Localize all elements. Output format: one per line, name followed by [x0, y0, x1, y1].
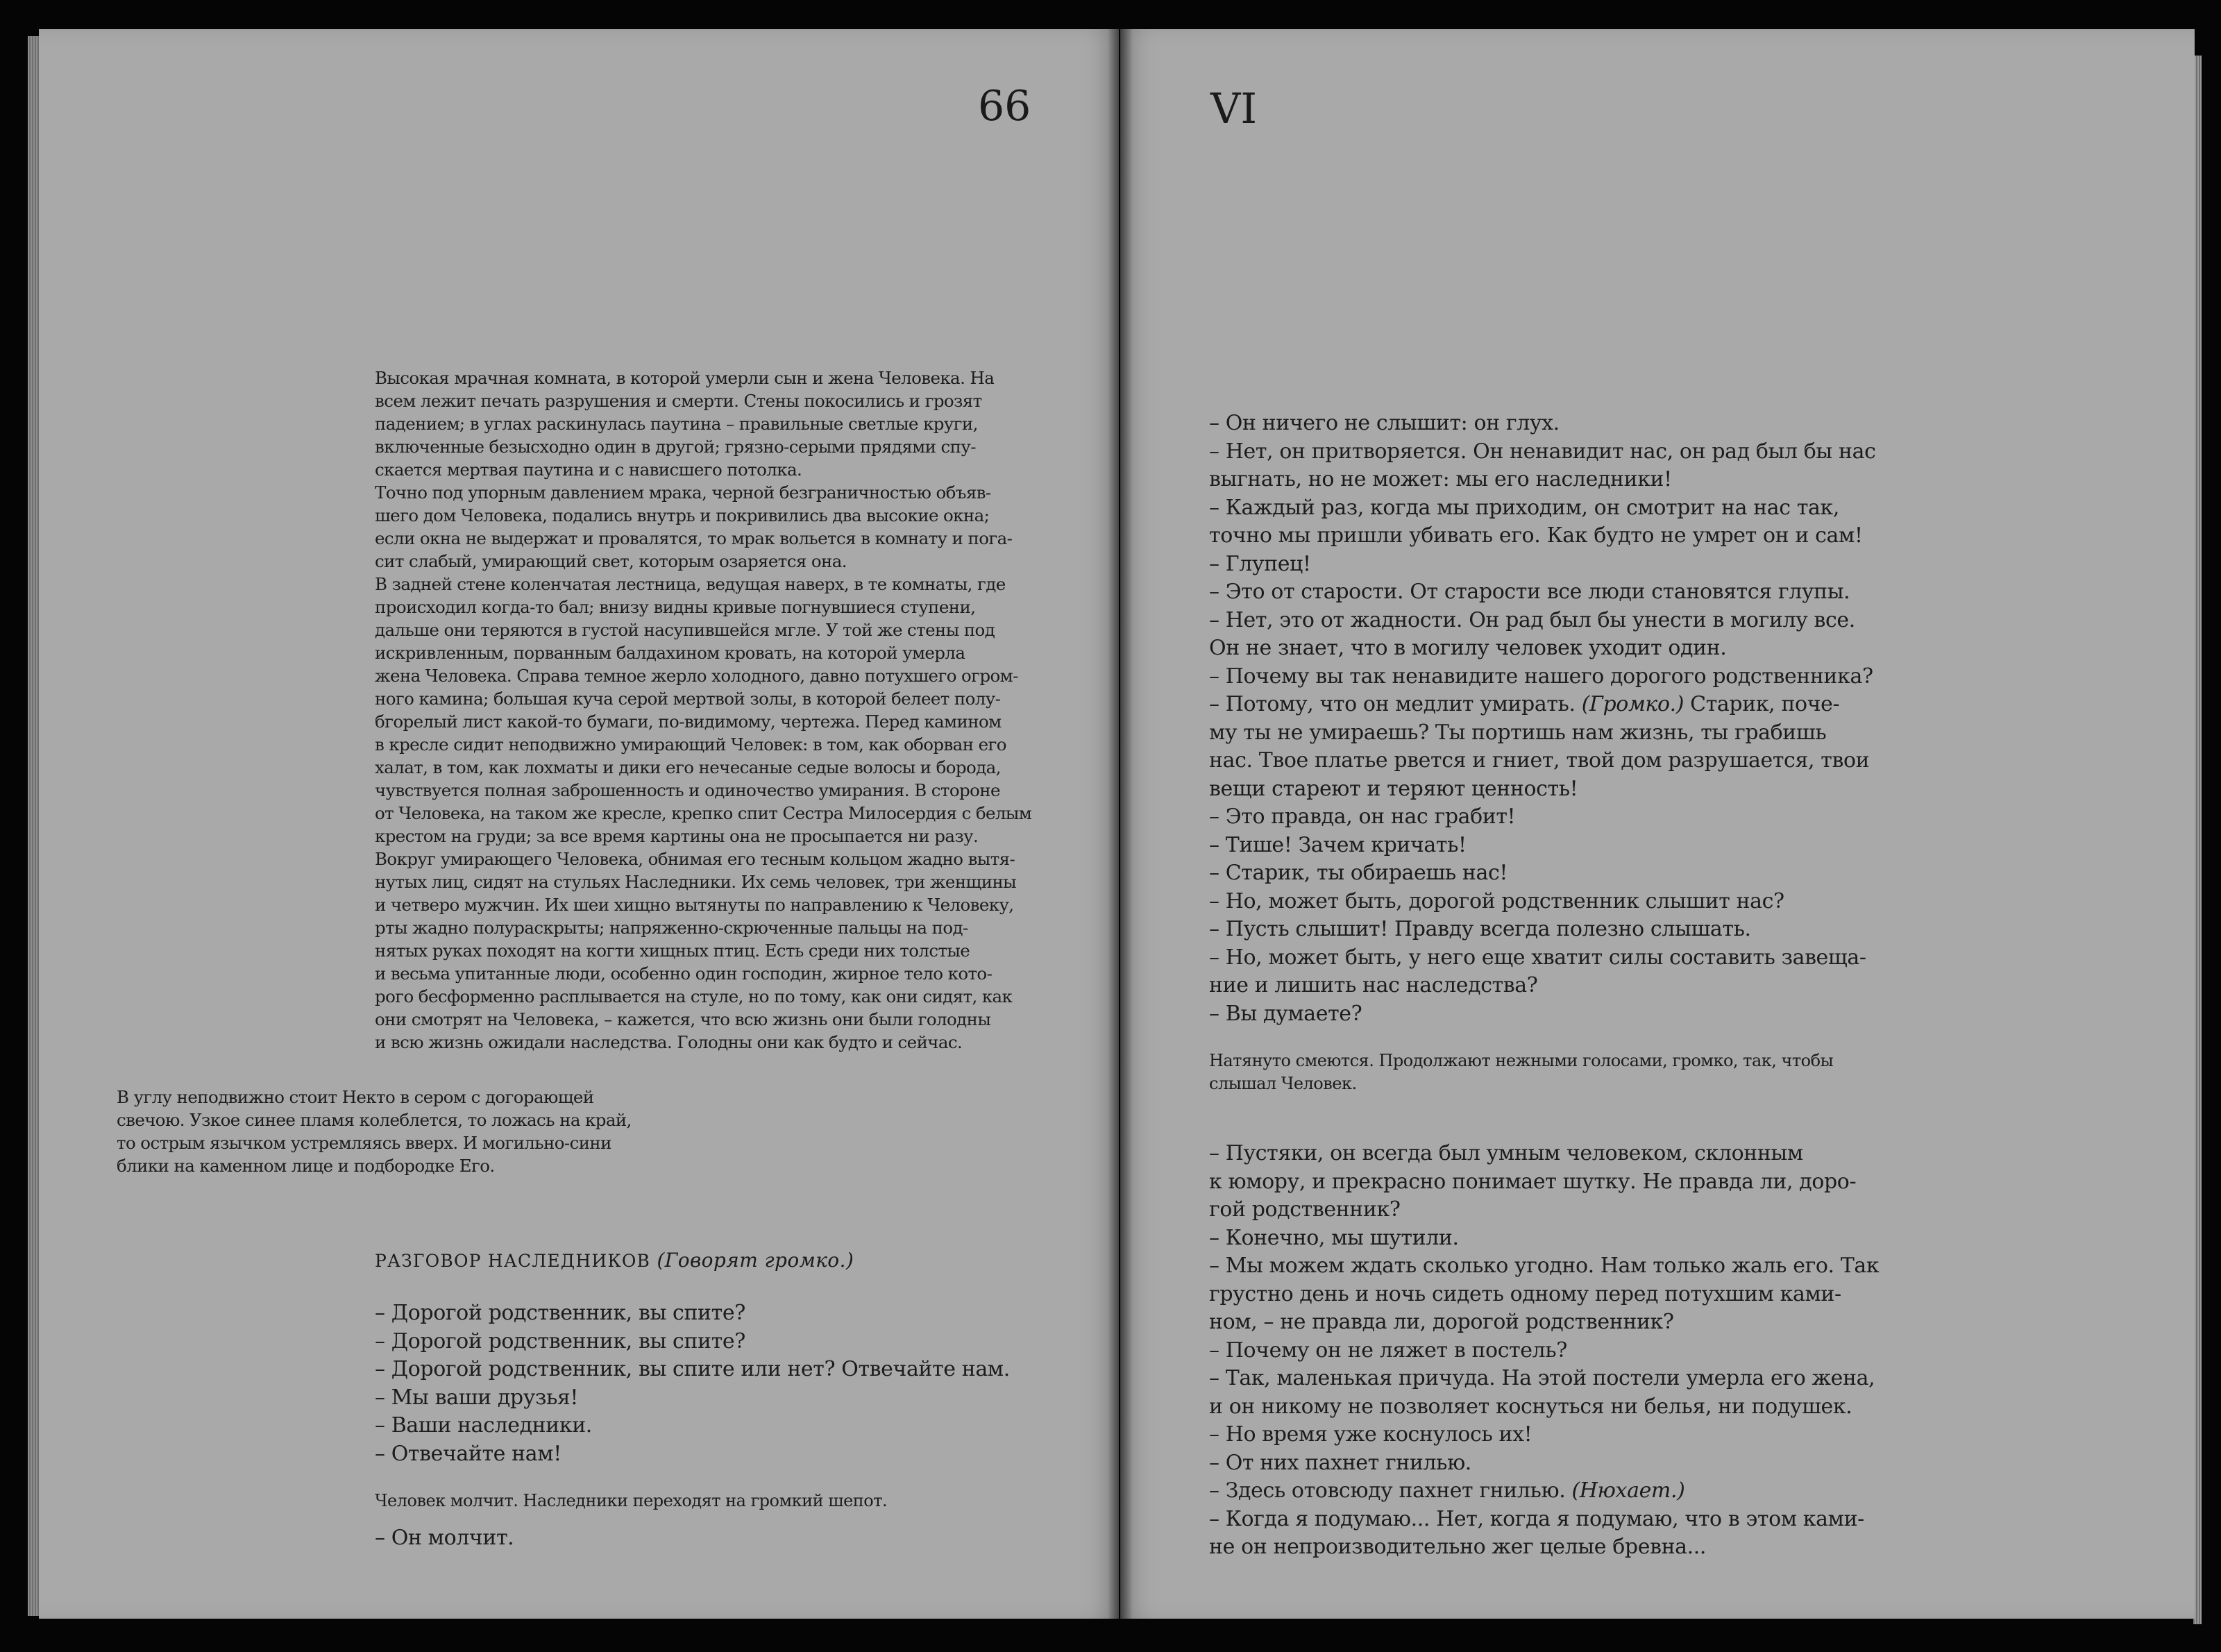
scene-description	[375, 366, 1061, 1054]
text-line: дальше они теряются в густой насупившейся мгле. У той же стены под	[375, 620, 995, 640]
text-line: они смотрят на Человека, – кажется, что всю жизнь они были голодны	[375, 1009, 991, 1029]
text-line: – Глупец!	[1209, 551, 1311, 576]
text-line: Натянуто смеются. Продолжают нежными голосами, громко, так, чтобы	[1209, 1051, 1834, 1070]
text-line: и четверо мужчин. Их шеи хищно вытянуты по направлению к Человеку,	[375, 895, 1014, 915]
text-line: – Почему он не ляжет в постель?	[1209, 1338, 1567, 1363]
chapter-number: VI	[1210, 85, 1258, 133]
dialogue-block-2	[1209, 1140, 1880, 1562]
text-line: Точно под упорным давлением мрака, черной безграничностью объяв-	[375, 482, 991, 503]
text-line: рты жадно полураскрыты; напряженно-скрюченные пальцы на под-	[375, 918, 968, 938]
text-line: – Дорогой родственник, вы спите или нет? Отвечайте нам.	[375, 1357, 1010, 1381]
text-line: Высокая мрачная комната, в которой умерли сын и жена Человека. На	[375, 368, 995, 388]
text-line: – Каждый раз, когда мы приходим, он смотрит на нас так,	[1209, 495, 1839, 520]
text-line: – Вы думаете?	[1209, 1001, 1362, 1026]
text-line: – Почему вы так ненавидите нашего дорогого родственника?	[1209, 664, 1873, 689]
dialogue-block-1	[1209, 410, 1876, 1028]
text-line: – Так, маленькая причуда. На этой постели умерла его жена,	[1209, 1366, 1875, 1390]
text-line: – От них пахнет гнилью.	[1209, 1450, 1471, 1475]
italic-remark: (Громко.)	[1581, 692, 1684, 716]
text-line: ние и лишить нас наследства?	[1209, 973, 1538, 997]
text-line: – Конечно, мы шутили.	[1209, 1225, 1459, 1250]
text-line: то острым язычком устремляясь вверх. И могильно-сини	[117, 1133, 611, 1153]
text-line: – Тише! Зачем кричать!	[1209, 832, 1467, 857]
text-line: – Мы ваши друзья!	[375, 1385, 579, 1410]
text-line: – Но время уже коснулось их!	[1209, 1422, 1532, 1447]
italic-remark: (Нюхает.)	[1571, 1478, 1685, 1503]
section-heading	[375, 1247, 854, 1274]
text-line: и он никому не позволяет коснуться ни белья, ни подушек.	[1209, 1394, 1852, 1419]
heading-caps: РАЗГОВОР НАСЛЕДНИКОВ	[375, 1251, 651, 1271]
text-line: происходил когда-то бал; внизу видны кривые погнувшиеся ступени,	[375, 597, 976, 617]
text-line: и весьма упитанные люди, особенно один господин, жирное тело кото-	[375, 963, 993, 984]
text-line: свечою. Узкое синее пламя колеблется, то ложась на край,	[117, 1110, 632, 1130]
text-line: блики на каменном лице и подбородке Его.	[117, 1156, 495, 1176]
text-line: – Дорогой родственник, вы спите?	[375, 1329, 745, 1354]
text-line: – Нет, он притворяется. Он ненавидит нас, он рад был бы нас	[1209, 439, 1876, 464]
text-line: – Пусть слышит! Правду всегда полезно слышать.	[1209, 917, 1751, 941]
stage-direction: Человек молчит. Наследники переходят на громкий шепот.	[375, 1491, 888, 1510]
text-line: – Потому, что он медлит умирать. (Громко.) Старик, поче-	[1209, 692, 1840, 716]
text-line: рого бесформенно расплывается на стуле, но по тому, как они сидят, как	[375, 986, 1013, 1006]
text-line: – Он ничего не слышит: он глух.	[1209, 411, 1560, 435]
heading-italic: (Говорят громко.)	[657, 1249, 854, 1272]
text-line: включенные безысходно один в другой; грязно-серыми прядями спу-	[375, 437, 976, 457]
text-line: му ты не умираешь? Ты портишь нам жизнь, ты грабишь	[1209, 720, 1827, 745]
text-line: крестом на груди; за все время картины она не просыпается ни разу.	[375, 826, 979, 846]
book-gutter	[1108, 29, 1133, 1619]
dialogue-block-2	[375, 1524, 1069, 1553]
text-line: в кресле сидит неподвижно умирающий Человек: в том, как оборван его	[375, 734, 1006, 755]
text-line: – Это правда, он нас грабит!	[1209, 804, 1516, 829]
stage-direction	[1209, 1050, 1867, 1095]
text-line: и всю жизнь ожидали наследства. Голодны они как будто и сейчас.	[375, 1032, 963, 1052]
dialogue-block-1	[375, 1299, 1069, 1468]
text-line: Он не знает, что в могилу человек уходит один.	[1209, 636, 1727, 660]
text-line: слышал Человек.	[1209, 1074, 1357, 1093]
text-line: нас. Твое платье рвется и гниет, твой дом разрушается, твои	[1209, 748, 1870, 773]
right-page	[1120, 29, 2195, 1619]
text-line: искривленным, порванным балдахином кровать, на которой умерла	[375, 643, 965, 663]
text-line: – Здесь отовсюду пахнет гнилью. (Нюхает.)	[1209, 1478, 1685, 1503]
text-line: от Человека, на таком же кресле, крепко спит Сестра Милосердия с белым	[375, 803, 1032, 823]
text-line: падением; в углах раскинулась паутина – правильные светлые круги,	[375, 414, 978, 434]
text-line: халат, в том, как лохматы и дики его нечесаные седые волосы и борода,	[375, 757, 1001, 777]
text-line: ного камина; большая куча серой мертвой золы, в которой белеет полу-	[375, 689, 1001, 709]
text-line: выгнать, но не может: мы его наследники!	[1209, 467, 1672, 491]
text-line: В задней стене коленчатая лестница, ведущая наверх, в те комнаты, где	[375, 574, 1006, 594]
text-line: – Ваши наследники.	[375, 1413, 592, 1438]
text-line: гой родственник?	[1209, 1197, 1401, 1222]
text-line: – Пустяки, он всегда был умным человеком, склонным	[1209, 1141, 1803, 1165]
text-line: нятых руках походят на когти хищных птиц. Есть среди них толстые	[375, 941, 970, 961]
text-line: бгорелый лист какой-то бумаги, по-видимому, чертежа. Перед камином	[375, 711, 1002, 732]
text-line: В углу неподвижно стоит Некто в сером с догорающей	[117, 1087, 594, 1107]
text-line: грустно день и ночь сидеть одному перед потухшим ками-	[1209, 1281, 1841, 1306]
text-line: точно мы пришли убивать его. Как будто не умрет он и сам!	[1209, 523, 1863, 548]
text-line: шего дом Человека, подались внутрь и покривились два высокие окна;	[375, 505, 990, 525]
text-line: ном, – не правда ли, дорогой родственник?	[1209, 1310, 1674, 1334]
text-line: жена Человека. Справа темное жерло холодного, давно потухшего огром-	[375, 666, 1018, 686]
text-line: к юмору, и прекрасно понимает шутку. Не правда ли, доро-	[1209, 1169, 1857, 1194]
text-line: сит слабый, умирающий свет, которым озаряется она.	[375, 551, 847, 571]
text-line: вещи стареют и теряют ценность!	[1209, 776, 1578, 801]
text-line: Вокруг умирающего Человека, обнимая его тесным кольцом жадно вытя-	[375, 849, 1015, 869]
text-line: – Когда я подумаю... Нет, когда я подумаю, что в этом ками-	[1209, 1506, 1864, 1531]
left-page	[39, 29, 1119, 1619]
text-line: – Это от старости. От старости все люди становятся глупы.	[1209, 580, 1850, 604]
text-line: всем лежит печать разрушения и смерти. Стены покосились и грозят	[375, 391, 982, 411]
text-line: – Мы можем ждать сколько угодно. Нам только жаль его. Так	[1209, 1254, 1880, 1278]
text-line: – Но, может быть, дорогой родственник слышит нас?	[1209, 888, 1784, 913]
text-line: нутых лиц, сидят на стульях Наследники. Их семь человек, три женщины	[375, 872, 1017, 892]
text-line: чувствуется полная заброшенность и одиночество умирания. В стороне	[375, 780, 1000, 800]
text-line: не он непроизводительно жег целые бревна...	[1209, 1535, 1707, 1559]
text-line: – Дорогой родственник, вы спите?	[375, 1301, 745, 1325]
page-number: 66	[978, 82, 1031, 130]
text-line: скается мертвая паутина и с нависшего потолка.	[375, 460, 802, 480]
text-line: – Старик, ты обираешь нас!	[1209, 861, 1508, 885]
text-line: – Нет, это от жадности. Он рад был бы унести в могилу все.	[1209, 607, 1855, 632]
text-line: – Он молчит.	[375, 1526, 514, 1550]
scene-aside	[117, 1086, 687, 1177]
text-line: – Но, может быть, у него еще хватит силы составить завеща-	[1209, 945, 1866, 970]
text-line: – Отвечайте нам!	[375, 1441, 561, 1466]
text-line: если окна не выдержат и провалятся, то мрак вольется в комнату и пога-	[375, 528, 1013, 548]
